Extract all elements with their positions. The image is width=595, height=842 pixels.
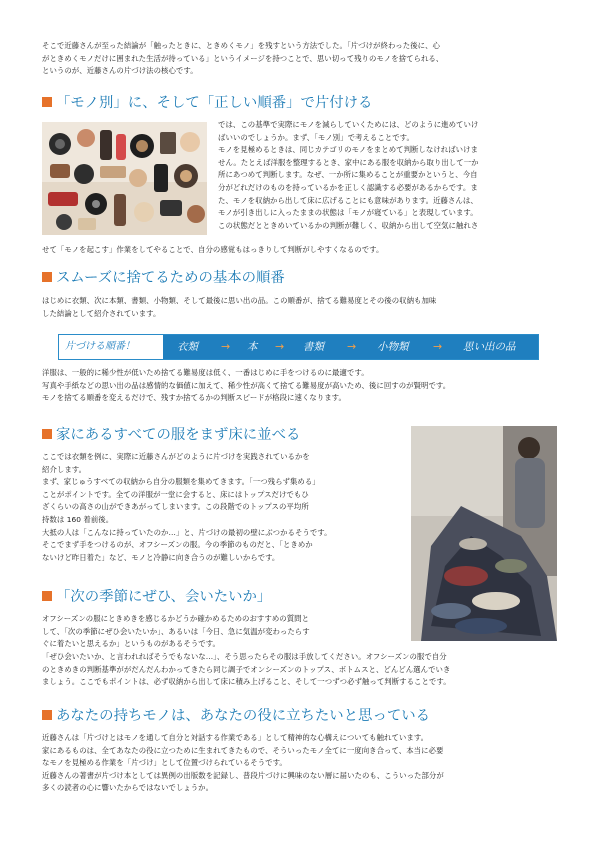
text-line: モノを見極めるときは、同じカテゴリのモノをまとめて判断しなければいけま — [218, 145, 478, 155]
text-line: ましょう。ここでもポイントは、必ず収納から出して床に積み上げること、そして一つずつ必ず触って判断することです。 — [42, 677, 451, 687]
section-2-after — [42, 367, 557, 405]
section-1-body — [218, 119, 558, 232]
text-line: そこで近藤さんが至った結論が「触ったときに、ときめくモノ」を残すという方法でした。「片づけが終わった後に、心 — [42, 41, 440, 50]
text-line: して、「次の季節にぜひ会いたいか」、あるいは「今日、急に気温が変わったらす — [42, 626, 310, 636]
arrow-icon: → — [347, 340, 357, 353]
arrow-icon: → — [221, 340, 231, 353]
orange-square-icon — [42, 429, 52, 439]
text-line: オフシーズンの服にときめきを感じるかどうか確かめるためのおすすめの質問と — [42, 614, 310, 623]
section-2-body — [42, 295, 557, 320]
section-heading-5 — [42, 707, 430, 725]
arrow-icon: → — [275, 340, 285, 353]
section-heading-1 — [42, 94, 372, 112]
text-line: 大抵の人は「こんなに持っていたのか…」と、片づけの最初の壁にぶつかるそうです。 — [42, 527, 332, 537]
text-line: のときめきの判断基準ががだんだんわかってきたら同じ調子でオンシーズンのトップス、ボトムスと、どんどん選んでいき — [42, 664, 451, 674]
text-line: ここでは衣類を例に、実際に近藤さんがどのように片づけを実践されているかを — [42, 452, 310, 461]
text-line: 紹介します。 — [42, 464, 87, 474]
small-items-image — [42, 122, 207, 235]
heading-text: 「次の季節にぜひ、会いたいか」 — [56, 589, 272, 605]
text-line: この状態だとときめいているかの判断が難しく、収納から出して空気に触れさ — [218, 220, 479, 230]
text-line: 洋服は、一般的に稀少性が低いため捨てる難易度は低く、一番はじめに手をつけるのに最適です。 — [42, 368, 369, 377]
heading-text: あなたの持ちモノは、あなたの役に立ちたいと思っている — [56, 708, 431, 724]
text-line: ことがポイントです。全ての洋服が一堂に会すると、床にはトップスだけでもひ — [42, 489, 309, 499]
section-4-tail — [42, 651, 557, 689]
text-line: 分がどれだけのものを持っているかを正しく認識する必要があるからです。ま — [218, 182, 478, 192]
step-memories: 思い出の品 — [463, 341, 516, 353]
orange-square-icon — [42, 710, 52, 720]
section-heading-3 — [42, 426, 300, 444]
step-papers: 書類 — [303, 341, 324, 353]
text-line: では、この基準で実際にモノを減らしていくためには、どのように進めていけ — [218, 120, 479, 129]
text-line: 写真や手紙などの思い出の品は感情的な価値に加えて、稀少性が高くて捨てる難易度が高いため、後に回すのが賢明です。 — [42, 380, 451, 390]
text-line: がときめくモノだけに囲まれた生活が待っている」というイメージを持つことで、思い切って残りのモノを捨てられる、 — [42, 53, 444, 63]
order-banner-steps — [163, 335, 538, 359]
text-line: なモノを見極める作業を「片づけ」として位置づけられているそうです。 — [42, 758, 287, 768]
text-line: 家にあるものは、全てあなたの役に立つために生まれてきたもので、そういったモノ全てに一度向き合って、本当に必要 — [42, 745, 444, 755]
orange-square-icon — [42, 97, 52, 107]
section-3-body — [42, 451, 404, 564]
photo-clothes-pile — [411, 426, 557, 641]
text-line: そこでまず手をつけるのが、オフシーズンの服。今の季節のものだと、「ときめか — [42, 540, 313, 550]
text-line: 所にあつめて判断します。なぜ、一か所に集めることが重要かというと、今自 — [218, 170, 478, 180]
intro-paragraph — [42, 40, 557, 78]
text-line: せん。たとえば洋服を整理するとき、家中にある服を収納から取り出して一か — [218, 157, 479, 167]
section-1-tail — [42, 244, 557, 257]
text-line: モノが引き出しに入ったままの状態は「モノが寝ている」と表現しています。 — [218, 208, 478, 218]
step-books: 本 — [247, 341, 258, 353]
orange-square-icon — [42, 272, 52, 282]
heading-text: スムーズに捨てるための基本の順番 — [56, 270, 285, 286]
text-line: ぐに着たいと思えるか」というものがあるそうです。 — [42, 639, 220, 649]
text-line: まず、家じゅうすべての収納から自分の服類を集めてきます。「一つ残らず集める」 — [42, 477, 320, 487]
text-line: た、モノを収納から出して床に広げることにも意味があります。近藤さんは、 — [218, 195, 478, 205]
heading-text: 家にあるすべての服をまず床に並べる — [56, 427, 301, 443]
section-heading-4 — [42, 588, 271, 606]
text-line: モノを捨てる順番を変えるだけで、残すか捨てるかの判断スピードが格段に速くなります。 — [42, 393, 346, 403]
section-heading-2 — [42, 269, 285, 287]
text-line: はじめに衣類、次に本類、書類、小物類、そして最後に思い出の品。この順番が、捨てる難易度とその後の収納も加味 — [42, 296, 437, 305]
order-banner — [58, 334, 539, 360]
text-line: ざくらいの高さの山ができあがってしまいます。この段階でのトップスの平均所 — [42, 502, 309, 512]
section-4-body — [42, 613, 404, 651]
order-banner-lead: 片づける順番！ — [59, 335, 163, 359]
text-line: というのが、近藤さんの片づけ法の核心です。 — [42, 66, 198, 76]
text-line: 「ぜひ会いたいか、と言われればそうでもないな…」、そう思ったらその服は手放してください。オフシーズンの服で自分 — [42, 652, 447, 661]
heading-text: 「モノ別」に、そして「正しい順番」で片付ける — [56, 95, 373, 111]
text-line: ないけど昨日着た」など、モノと冷静に向き合うのが難しいからです。 — [42, 552, 280, 562]
text-line: せて「モノを起こす」作業をしてやることで、自分の感覚もはっきりして判断がしやすくなるのです。 — [42, 245, 384, 254]
text-line: 多くの読者の心に響いたからではないでしょうか。 — [42, 783, 214, 793]
text-line: 近藤さんは「片づけとはモノを通して自分と対話する作業である」として精神的な心構えについても触れています。 — [42, 733, 429, 742]
section-5-body — [42, 732, 557, 795]
step-clothes: 衣類 — [177, 341, 198, 353]
orange-square-icon — [42, 591, 52, 601]
photo-small-items — [42, 122, 207, 235]
step-komono: 小物類 — [377, 341, 409, 353]
text-line: した結論として紹介されています。 — [42, 308, 161, 318]
arrow-icon: → — [433, 340, 443, 353]
text-line: 近藤さんの著書が片づけ本としては異例の出版数を記録し、普段片づけに興味のない層に届いたのも、こういった部分が — [42, 770, 444, 780]
text-line: ばいいのでしょうか。まず、「モノ別」で考えることです。 — [218, 132, 414, 142]
text-line: 持数は 160 着前後。 — [42, 514, 114, 524]
clothes-pile-image — [411, 426, 557, 641]
